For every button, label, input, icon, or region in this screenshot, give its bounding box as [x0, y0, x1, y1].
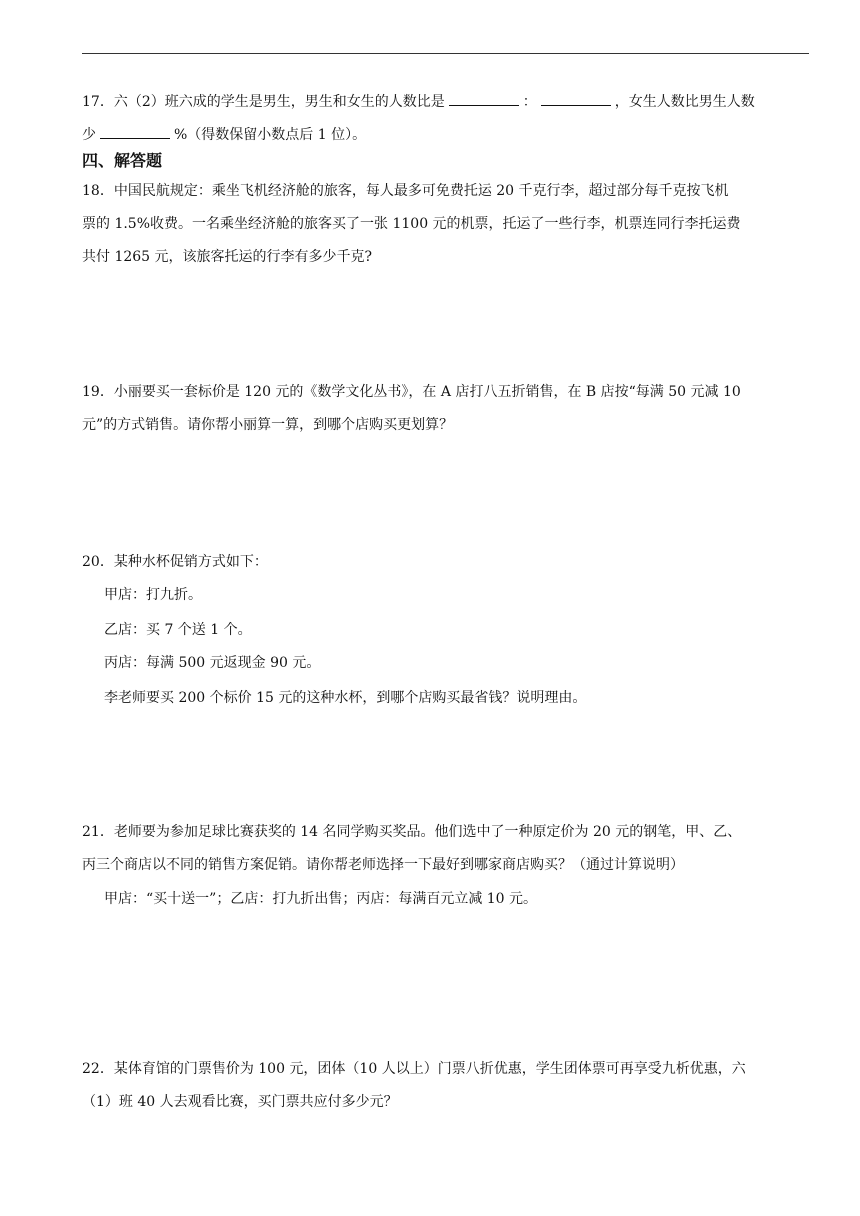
q19-line-1: 19．小丽要买一套标价是 120 元的《数学文化丛书》，在 A 店打八五折销售，在 B 店按“每满 50 元减 10: [82, 384, 741, 400]
q17-text-b: ，女生人数比男生人数: [614, 94, 755, 110]
q17-text-c: 少: [82, 127, 96, 143]
q17-text-d: %（得数保留小数点后 1 位）。: [174, 127, 367, 143]
q20-option-yi: 乙店：买 7 个送 1 个。: [104, 622, 252, 638]
q17-line-1: [82, 90, 755, 112]
q21-line-2: 丙三个商店以不同的销售方案促销。请你帮老师选择一下最好到哪家商店购买？（通过计算说明）: [82, 857, 684, 873]
q18-line-1: 18．中国民航规定：乘坐飞机经济舱的旅客，每人最多可免费托运 20 千克行李，超过部分每千克按飞机: [82, 183, 729, 199]
q20-option-bing: 丙店：每满 500 元返现金 90 元。: [104, 655, 321, 671]
header-rule: [82, 53, 809, 54]
q20-intro: 20．某种水杯促销方式如下：: [82, 554, 268, 570]
q17-ratio-sep: ：: [522, 94, 537, 110]
q17-line-2: [82, 123, 366, 145]
q17-blank-boys[interactable]: [449, 90, 519, 106]
q22-line-1: 22．某体育馆的门票售价为 100 元，团体（10 人以上）门票八折优惠，学生团体票可再享受九析优惠，六: [82, 1061, 746, 1077]
q17-blank-girls[interactable]: [541, 90, 611, 106]
q20-option-jia: 甲店：打九折。: [104, 587, 202, 603]
q20-question: 李老师要买 200 个标价 15 元的这种水杯，到哪个店购买最省钱？说明理由。: [104, 690, 587, 706]
q17-blank-percent[interactable]: [100, 123, 170, 139]
q18-line-3: 共付 1265 元，该旅客托运的行李有多少千克?: [82, 249, 373, 265]
q19-line-2: 元”的方式销售。请你帮小丽算一算，到哪个店购买更划算？: [82, 417, 454, 433]
q21-line-1: 21．老师要为参加足球比赛获奖的 14 名同学购买奖品。他们选中了一种原定价为 20 元的钢笔，甲、乙、: [82, 824, 742, 840]
q17-text-a: 17．六（2）班六成的学生是男生，男生和女生的人数比是: [82, 94, 445, 110]
section-heading: 四、解答题: [82, 151, 163, 170]
q18-line-2: 票的 1.5%收费。一名乘坐经济舱的旅客买了一张 1100 元的机票，托运了一些行李，机票连同行李托运费: [82, 216, 741, 232]
q21-offers: 甲店：“买十送一”；乙店：打九折出售；丙店：每满百元立减 10 元。: [104, 891, 538, 907]
q22-line-2: （1）班 40 人去观看比赛，买门票共应付多少元？: [82, 1094, 398, 1110]
